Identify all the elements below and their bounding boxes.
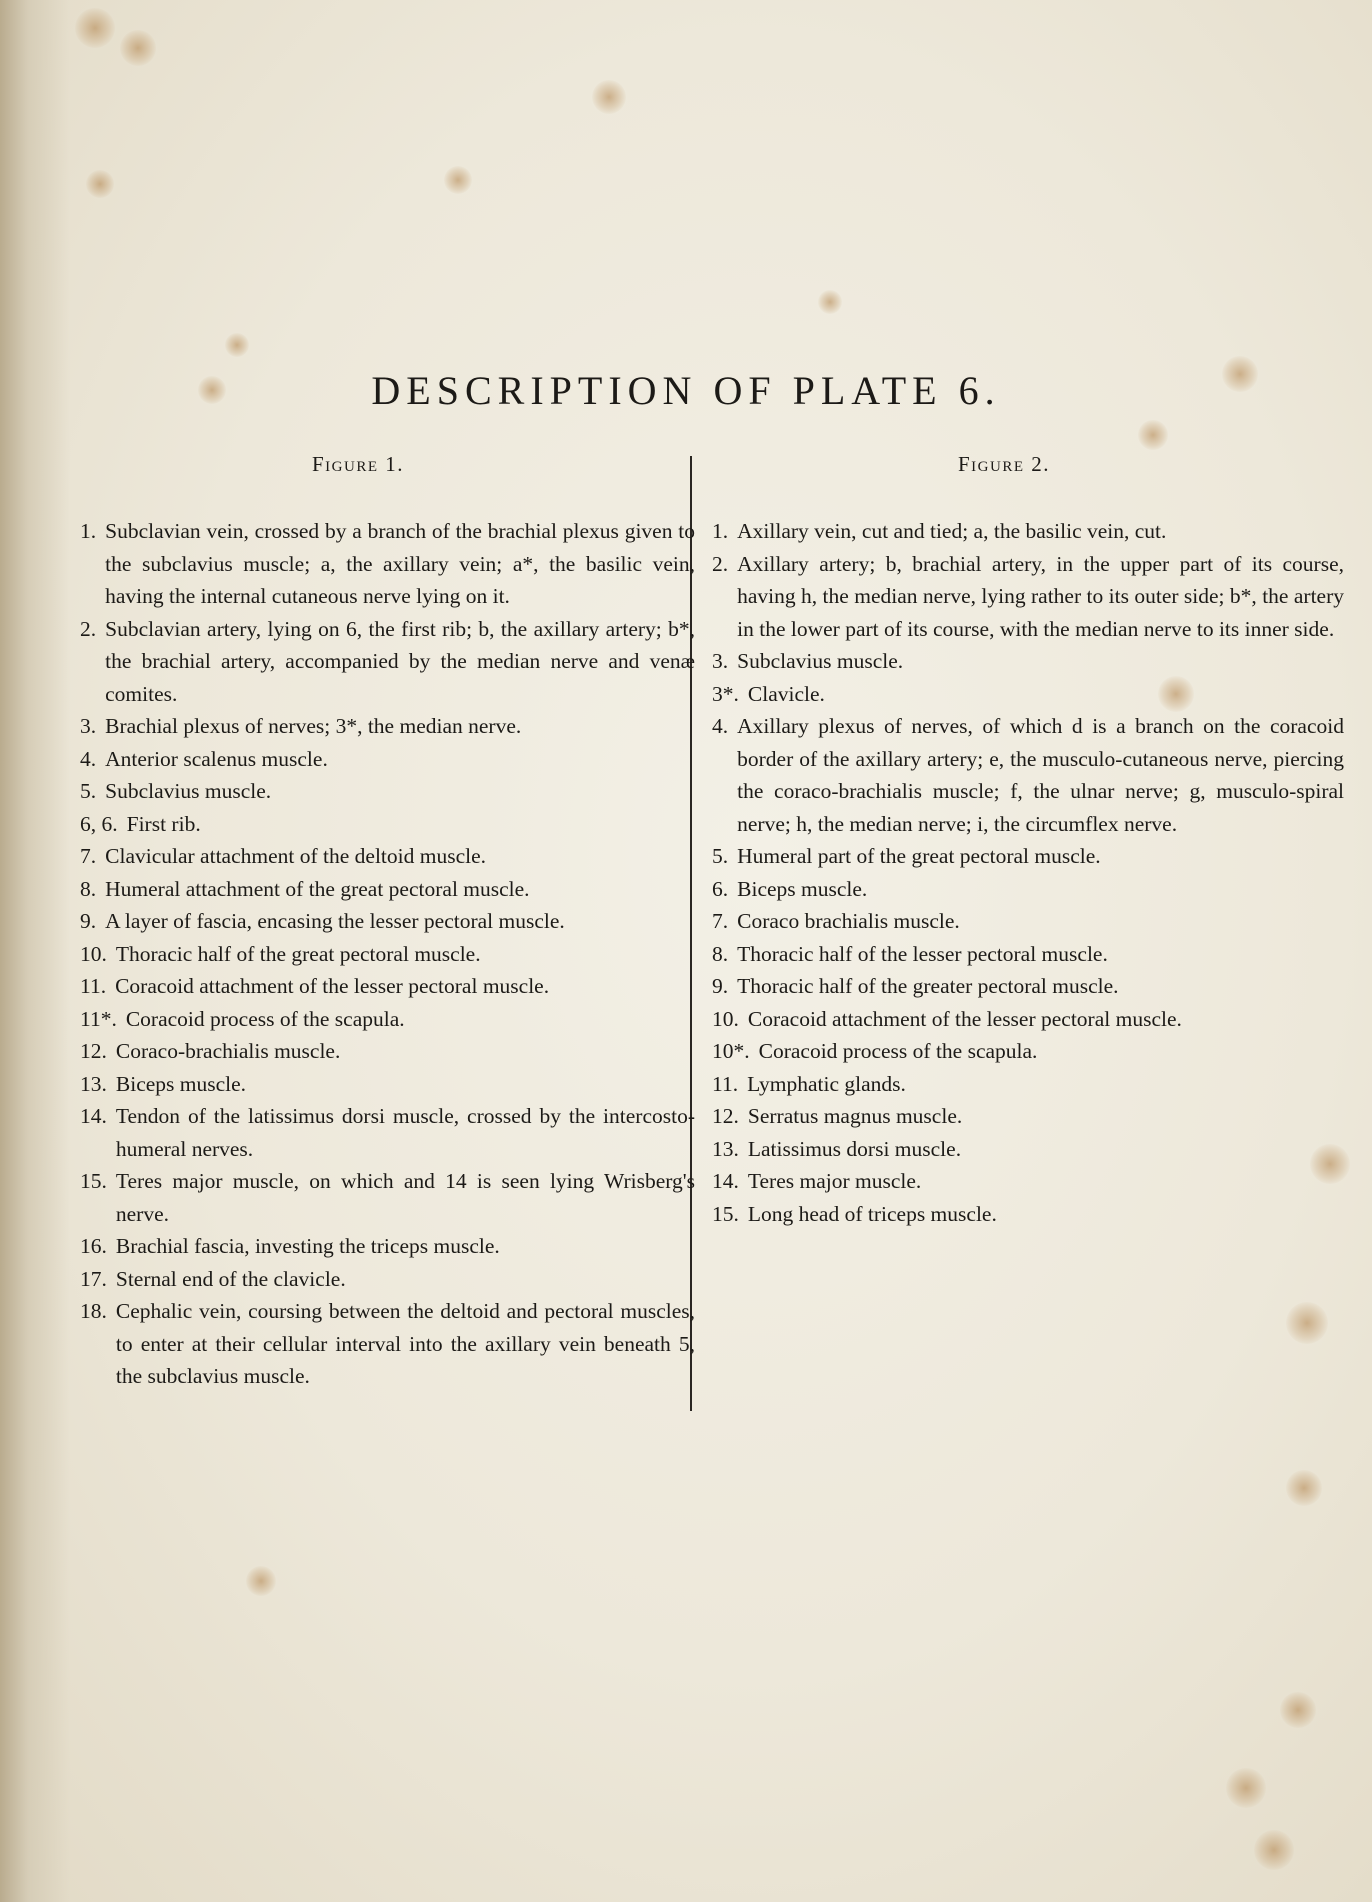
list-item: 5. Humeral part of the great pectoral muscle. bbox=[712, 844, 1101, 868]
list-item: 2. Axillary artery; b, brachial artery, in the upper part of its course, having h, the median nerve, lying rather to its outer side; b*, the artery in the lower part of its course, with the median nerve to its inner side. bbox=[712, 551, 1344, 641]
foxing-spot bbox=[1286, 1302, 1328, 1344]
foxing-spot bbox=[818, 290, 842, 314]
list-item: 5. Subclavius muscle. bbox=[80, 779, 272, 803]
list-item: 13. Biceps muscle. bbox=[80, 1071, 247, 1096]
foxing-spot bbox=[75, 8, 115, 48]
list-item: 14. Teres major muscle. bbox=[712, 1169, 922, 1193]
list-item: 11. Lymphatic glands. bbox=[712, 1071, 906, 1096]
list-item: 3*. Clavicle. bbox=[712, 681, 825, 706]
page-title: DESCRIPTION OF PLATE 6. bbox=[371, 367, 1001, 413]
list-item: 1. Subclavian vein, crossed by a branch of the brachial plexus given to the subclavius muscle; a, the axillary vein; a*, the basilic vein, having the internal cutaneous nerve lying on it. bbox=[80, 519, 695, 608]
list-item: 15. Long head of triceps muscle. bbox=[712, 1201, 997, 1226]
list-item: 4. Axillary plexus of nerves, of which d is a branch on the coracoid border of the axillary artery; e, the musculo-cutaneous nerve, piercing the coraco-brachialis muscle; f, the ulnar nerve; g, musculo-spiral nerve; h, the median nerve; i, the circumflex nerve. bbox=[712, 714, 1344, 836]
list-item: 8. Thoracic half of the lesser pectoral muscle. bbox=[712, 941, 1108, 966]
foxing-spot bbox=[1254, 1830, 1294, 1870]
foxing-spot bbox=[1226, 1768, 1266, 1808]
list-item: 15. Teres major muscle, on which and 14 is seen lying Wrisberg's nerve. bbox=[80, 1169, 695, 1226]
list-item: 13. Latissimus dorsi muscle. bbox=[712, 1136, 962, 1161]
list-item: 14. Tendon of the latissimus dorsi muscle, crossed by the intercosto-humeral nerves. bbox=[80, 1104, 695, 1161]
list-item: 10. Coracoid attachment of the lesser pectoral muscle. bbox=[712, 1006, 1182, 1031]
foxing-spot bbox=[444, 166, 472, 194]
list-item: 9. A layer of fascia, encasing the lesser pectoral muscle. bbox=[80, 909, 565, 933]
foxing-spot bbox=[86, 170, 114, 198]
list-item: 11. Coracoid attachment of the lesser pectoral muscle. bbox=[80, 974, 550, 998]
list-item: 7. Coraco brachialis muscle. bbox=[712, 909, 960, 933]
list-item: 17. Sternal end of the clavicle. bbox=[80, 1266, 346, 1291]
foxing-spot bbox=[120, 30, 156, 66]
list-item: 10*. Coracoid process of the scapula. bbox=[712, 1039, 1038, 1063]
foxing-spot bbox=[1286, 1470, 1322, 1506]
page-edge-shadow bbox=[0, 0, 70, 1902]
foxing-spot bbox=[225, 333, 249, 357]
list-item: 12. Serratus magnus muscle. bbox=[712, 1104, 963, 1128]
foxing-spot bbox=[1138, 420, 1168, 450]
foxing-spot bbox=[246, 1566, 276, 1596]
list-item: 3. Brachial plexus of nerves; 3*, the median nerve. bbox=[80, 714, 522, 738]
list-item: 12. Coraco-brachialis muscle. bbox=[80, 1039, 341, 1063]
figure-1-list bbox=[80, 515, 695, 1393]
list-item: 6, 6. First rib. bbox=[80, 811, 201, 836]
list-item: 2. Subclavian artery, lying on 6, the first rib; b, the axillary artery; b*, the brachial artery, accompanied by the median nerve and venæ comites. bbox=[80, 616, 695, 706]
list-item: 9. Thoracic half of the greater pectoral muscle. bbox=[712, 974, 1119, 998]
list-item: 1. Axillary vein, cut and tied; a, the basilic vein, cut. bbox=[712, 519, 1167, 543]
list-item: 8. Humeral attachment of the great pectoral muscle. bbox=[80, 876, 530, 901]
list-item: 3. Subclavius muscle. bbox=[712, 649, 904, 673]
list-item: 16. Brachial fascia, investing the triceps muscle. bbox=[80, 1234, 500, 1258]
list-item: 6. Biceps muscle. bbox=[712, 876, 868, 901]
figure-1-heading: Figure 1. bbox=[312, 452, 405, 476]
list-item: 10. Thoracic half of the great pectoral muscle. bbox=[80, 941, 481, 966]
figure-2-heading: Figure 2. bbox=[958, 452, 1051, 476]
list-item: 18. Cephalic vein, coursing between the deltoid and pectoral muscles, to enter at their cellular interval into the axillary vein beneath 5, the subclavius muscle. bbox=[80, 1299, 695, 1388]
list-item: 11*. Coracoid process of the scapula. bbox=[80, 1006, 405, 1031]
list-item: 7. Clavicular attachment of the deltoid muscle. bbox=[80, 844, 487, 868]
foxing-spot bbox=[1280, 1692, 1316, 1728]
foxing-spot bbox=[592, 80, 626, 114]
figure-2-list bbox=[712, 515, 1344, 1230]
list-item: 4. Anterior scalenus muscle. bbox=[80, 746, 328, 771]
